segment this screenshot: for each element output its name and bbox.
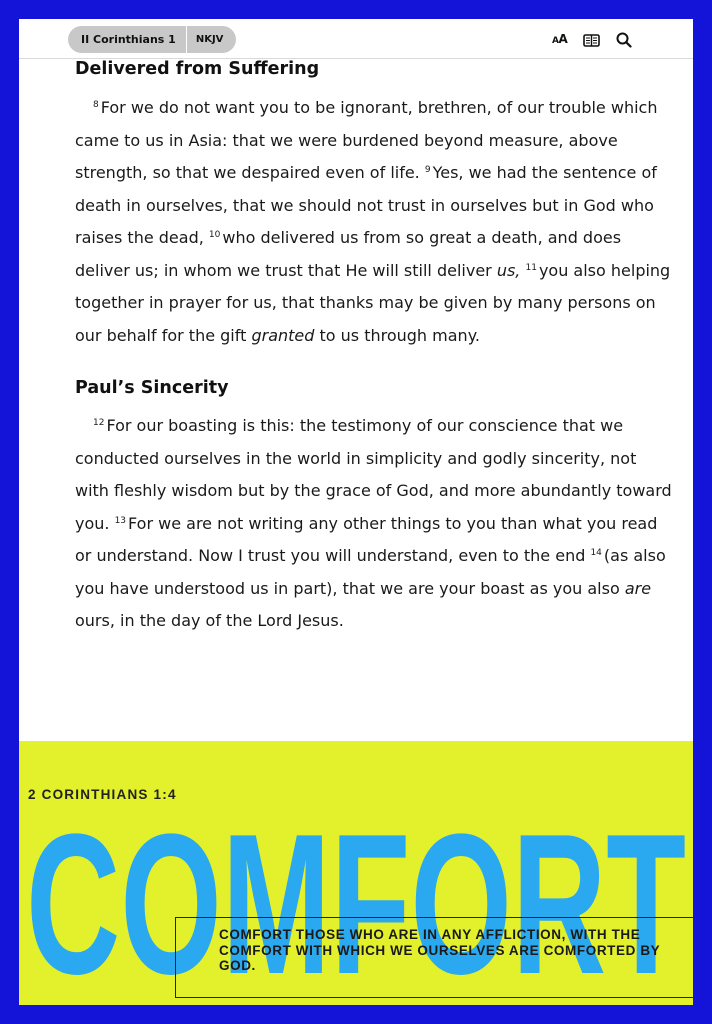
version-button[interactable]: NKJV [195,34,224,45]
verse-text: For our boasting is this: the testimony of our conscience that we conducted ourselves in the world in simplicity and godly sincerity, not with fleshly wisdom but by the grace of God, and more abundantly toward you. [75,416,672,533]
section-paragraph [75,92,675,352]
verse-text: For we are not writing any other things to you than what you read or understand. Now I trust you will understand, even to the end [75,513,658,565]
verse-number: 12 [93,418,105,428]
verse-number: 14 [590,548,602,558]
verse-number: 10 [208,230,221,240]
book-selector [68,26,236,53]
book-icon[interactable] [583,34,600,47]
section-heading: Delivered from Suffering [75,59,320,79]
verse-number: 8 [93,100,99,110]
verse-text: who delivered us from so great a death, and does deliver us; in whom we trust that He will still deliver [75,228,622,280]
section-heading: Paul’s Sincerity [75,378,229,398]
verse-quote: COMFORT THOSE WHO ARE IN ANY AFFLICTION, WITH THE COMFORT WITH WHICH WE OURSELVES ARE COMFORTED BY GOD. [219,927,661,973]
verse-text: Yes, we had the sentence of death in ourselves, that we should not trust in ourselves but in God who raises the dead, [75,163,657,247]
verse-number: 9 [424,165,431,175]
verse-text: you also helping together in prayer for us, that thanks may be given by many persons on our behalf for the gift [75,260,671,345]
verse-number: 13 [114,515,127,526]
verse-image-banner [19,741,693,1005]
verse-italic-text: are [624,578,652,598]
verse-number: 11 [525,262,537,273]
section-paragraph [75,410,675,638]
verse-text: ours, in the day of the Lord Jesus. [75,611,344,630]
book-chapter-button[interactable]: II Corinthians 1 [68,26,187,53]
verse-italic-text: us, [496,260,521,280]
toolbar [552,31,632,49]
verse-text: (as also you have understood us in part), that we are your boast as you also [75,546,666,598]
chapter-content [75,57,675,638]
search-icon[interactable] [616,32,632,48]
verse-italic-text: granted [251,325,315,345]
screen-frame [19,19,693,1005]
text-size-icon[interactable]: AA [552,32,568,46]
verse-text: For we do not want you to be ignorant, brethren, of our trouble which came to us in Asia: that we were burdened beyond measure, above strength, so that we despaired even of life. [75,98,658,182]
svg-text:COMFORT: COMFORT [26,805,686,983]
verse-reference: 2 CORINTHIANS 1:4 [28,787,177,802]
top-bar [19,19,693,59]
verse-text: to us through many. [314,325,480,345]
